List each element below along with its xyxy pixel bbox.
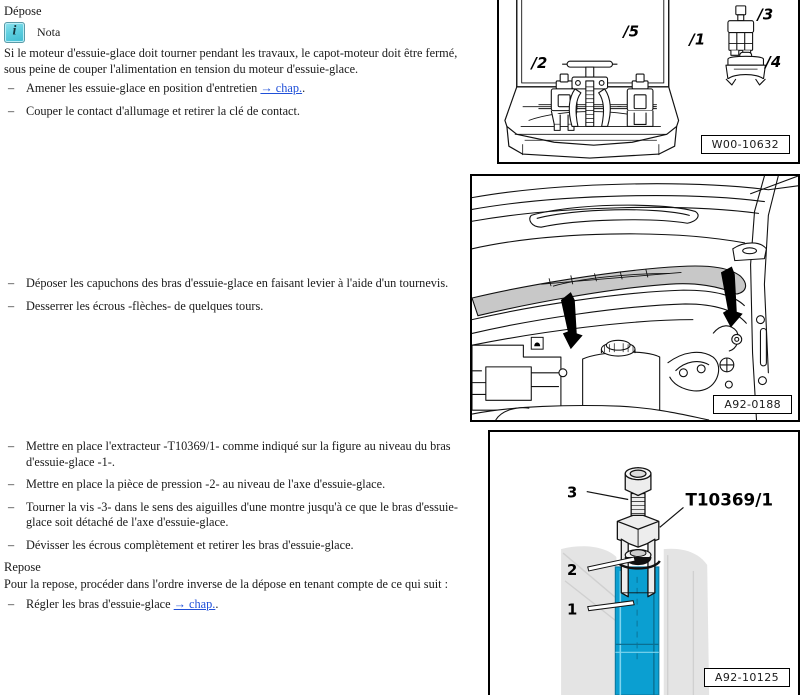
chapter-link[interactable]: → chap. [260,81,303,95]
chapter-link[interactable]: → chap. [173,596,216,611]
note-body: Si le moteur d'essuie-glace doit tourner pendant les travaux, le capot-moteur doit être fermé, sous peine de couper l'alimentation en tension du moteur d'essuie-glace. [4,46,458,76]
arrow-marker-left [561,292,583,349]
note-label: Nota [37,24,61,39]
tool-label-4: /4 [765,54,782,72]
list-item-text: Mettre en place l'extracteur -T10369/1- comme indiqué sur la figure au niveau du bras d'essuie-glace -1-. [26,439,451,469]
callout-3-label: 3 [567,484,578,502]
puller-drawing [490,432,798,695]
list-item-text: Desserrer les écrous -flèches- de quelques tours. [26,298,264,313]
list-item-text: Couper le contact d'allumage et retirer la clé de contact. [26,103,300,118]
list-dash: – [8,499,15,514]
tool-label-2: /2 [531,55,548,73]
list-item-tail: . [302,81,306,95]
figure-toolkit-case [497,0,800,164]
callout-2-label: 2 [567,561,578,579]
list-dash: – [8,537,15,552]
list-item [4,299,480,315]
tool-label-1: /1 [689,31,706,49]
list-item-text: Déposer les capuchons des bras d'essuie-glace en faisant levier à l'aide d'un tournevis. [26,276,449,290]
tool-4-graphic [726,52,765,85]
layout-spacer [4,321,480,439]
list-item-text: Régler les bras d'essuie-glace [26,596,174,611]
tool-label-5: /5 [623,23,640,41]
figure-caption: A92-10125 [704,668,790,687]
list-item [4,81,480,97]
list-item [4,439,480,470]
list-dash: – [8,81,15,95]
figure-caption: A92-0188 [713,395,792,414]
list-item [4,104,480,120]
list-item [4,597,480,613]
list-item [4,500,480,531]
steps-list-4 [4,597,480,613]
steps-list-2 [4,276,480,314]
page-title: Dépose [4,4,42,18]
steps-list-1 [4,81,480,119]
list-dash: – [8,439,15,453]
list-item [4,538,480,554]
list-item [4,276,480,292]
figure-caption: W00-10632 [701,135,790,154]
list-item-text: Tourner la vis -3- dans le sens des aiguilles d'une montre jusqu'à ce que le bras d'essuie-glace soit détaché de l'axe d'essuie-glace. [26,499,458,529]
steps-list-3 [4,439,480,553]
list-dash: – [8,103,15,118]
engine-bay-drawing [472,176,798,420]
list-item-text: Dévisser les écrous complètement et retirer les bras d'essuie-glace. [26,537,354,552]
figure-puller-tool [488,430,800,695]
tool-label-3: /3 [757,6,774,24]
list-dash: – [8,298,15,313]
list-item [4,477,480,493]
list-dash: – [8,477,15,491]
info-icon [4,22,25,43]
list-item-text: Mettre en place la pièce de pression -2- au niveau de l'axe d'essuie-glace. [26,477,386,491]
list-dash: – [8,276,15,290]
list-dash: – [8,596,15,611]
list-item-tail: . [215,596,219,611]
figure-engine-bay [470,174,800,422]
tool-3-graphic [728,6,754,55]
callout-1-label: 1 [567,601,578,619]
repose-text: Pour la repose, procéder dans l'ordre inverse de la dépose en tenant compte de ce qui suit : [4,577,449,591]
tool-1-graphic [627,74,653,126]
repose-heading: Repose [4,560,41,574]
list-item-text: Amener les essuie-glace en position d'entretien [26,81,261,95]
layout-spacer [4,126,480,276]
tool-name-label: T10369/1 [685,489,774,510]
note-header [4,21,480,43]
